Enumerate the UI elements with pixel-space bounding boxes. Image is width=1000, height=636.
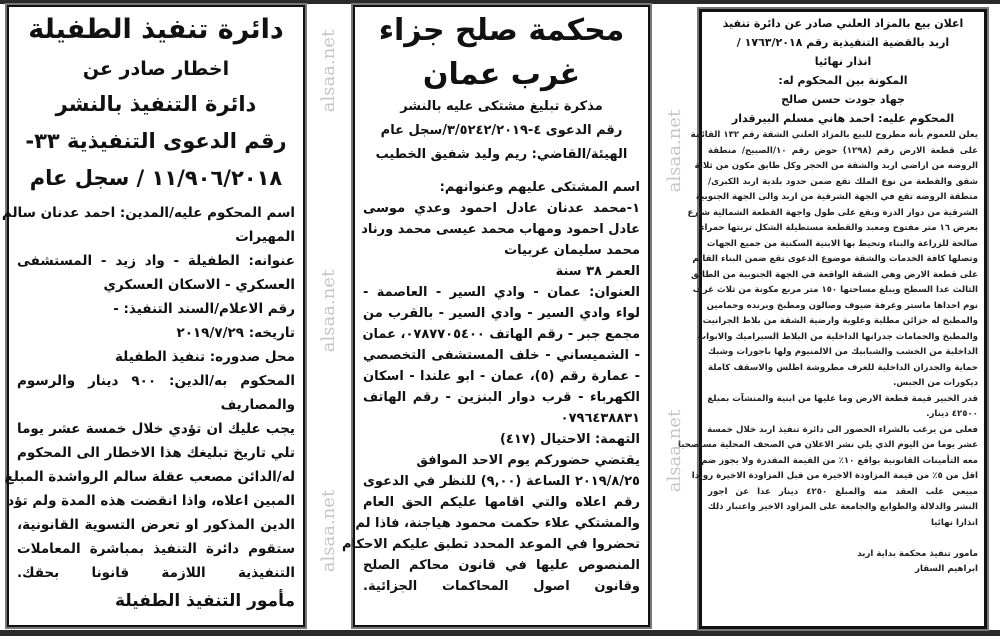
body-line: يعلن للعموم بأنه مطروح للبيع بالمزاد العلني الشقة رقم ١٣٢ القائمة bbox=[690, 130, 978, 140]
judge: الهيئة/القاضي: ريم وليد شفيق الخطيب bbox=[375, 147, 628, 162]
body-line: انذارا نهائيا bbox=[930, 517, 978, 528]
body-line: العنوان: عمان - وادي السير - العاصمة - bbox=[363, 285, 640, 300]
notice-body bbox=[677, 128, 984, 578]
body-line: المحكوم به/الدين: ٩٠٠ دينار والرسوم bbox=[17, 373, 295, 389]
body-line: محمد سليمان عربيات bbox=[504, 243, 640, 258]
body-line: الداخلية من الخشب والشبابيك من الالمنيوم ولها باجورات وشبك bbox=[708, 347, 978, 357]
body-line: شقق والقطعة من نوع الملك تقع ضمن حدود بلدية اربد الكبرى/ bbox=[708, 176, 978, 187]
body-line: قدر الخبير قيمة قطعة الارض وما عليها من ابنية والمنشآت بمبلغ bbox=[707, 393, 978, 404]
body-line: اسم المشتكى عليهم وعنوانهم: bbox=[439, 180, 640, 195]
notice-heading-line: جهاد جودت حسن صالح bbox=[781, 93, 905, 106]
body-line: اسم المحكوم عليه/المدين: احمد عدنان سالم bbox=[1, 205, 295, 221]
body-line: ٢٠١٩/٨/٢٥ الساعة (٩,٠٠) للنظر في الدعوى bbox=[363, 474, 640, 489]
body-line: - الشميساني - خلف المستشفى التخصصي bbox=[363, 348, 640, 363]
notice-body bbox=[342, 177, 648, 597]
body-line: عشر يوما من اليوم الذي يلي نشر الاعلان في الصحف المحلية مستصحبا bbox=[677, 440, 978, 450]
body-line: والمصاريف bbox=[220, 397, 295, 413]
body-line: ديكورات من الجبس. bbox=[893, 378, 978, 388]
bottom-border bbox=[0, 630, 1000, 636]
body-line: رقم اعلاه والتي اقامها عليكم الحق العام bbox=[363, 495, 640, 510]
body-line: تلي تاريخ تبليغك هذا الاخطار الى المحكوم bbox=[17, 445, 295, 461]
body-line: والمطبخ له خزائن مطلية وعلوية وارضية الشقة من بلاط الجرانيت bbox=[702, 316, 978, 326]
notice-tafila-execution bbox=[1, 5, 305, 627]
body-line: منطقة الروضه تقع في الجهة الشرقية من اربد والى الجهة الجنوبية bbox=[695, 192, 978, 202]
body-line: ٠٧٩٦٤٣٨٨٣١ bbox=[560, 411, 640, 426]
body-line: الثالث عدا السطح ويبلغ مساحتها ١٥٠ متر مربع مكونة من ثلاث غرف bbox=[692, 285, 978, 295]
body-line: ١-محمد عدنان عادل احمود وعدي موسى bbox=[363, 201, 640, 216]
body-line: حماية والجدران الداخلية للغرف مطروشة اطلس والاسقف كاملة bbox=[708, 362, 978, 373]
body-line: تحضروا في الموعد المحدد تطبق عليكم الاحكام bbox=[342, 537, 640, 552]
body-line: نوم احداها ماستر وغرفة ضيوف وصالون ومطبخ وبرنده وحمامين bbox=[706, 300, 978, 311]
watermark: alsaa.net bbox=[664, 409, 685, 493]
body-line: على قطعة الارض رقم (١٢٩٨) حوض رقم ١٠/الصبيح/ منطقة bbox=[708, 145, 978, 156]
notice-heading-line: دائرة التنفيذ بالنشر bbox=[55, 92, 257, 116]
body-line: محل صدوره: تنفيذ الطفيلة bbox=[115, 349, 295, 365]
body-line: النشر والدلالة والطوابع والجامعة على المزاود الاخير واعتبار ذلك bbox=[707, 502, 978, 512]
body-line: مبيعي علب العقد منه والمبلغ ٤٢٥٠ دينار عدا عن اجور bbox=[708, 486, 978, 497]
watermark: alsaa.net bbox=[318, 489, 339, 573]
watermark: alsaa.net bbox=[664, 109, 685, 193]
body-line: على قطعة الارض وهي الشقة الواقعة في الجهة الجنوبية من الطابق bbox=[691, 269, 978, 280]
body-line: - عمارة رقم (٥)، عمان - ابو علندا - اسكان bbox=[363, 369, 641, 384]
notice-title: دائرة تنفيذ الطفيلة bbox=[28, 14, 284, 45]
body-line: ٤٢٥٠٠ دينار. bbox=[926, 409, 978, 419]
top-border bbox=[0, 0, 1000, 4]
body-line: ستقوم دائرة التنفيذ بمباشرة المعاملات bbox=[17, 541, 295, 557]
body-line: تاريخه: ٢٠١٩/٧/٢٩ bbox=[176, 325, 295, 341]
body-line: المهيرات bbox=[235, 229, 295, 245]
notice-signature: مأمور التنفيذ الطفيلة bbox=[115, 591, 295, 611]
notice-heading-line: ١١/٩٠٦/٢٠١٨ / سجل عام bbox=[29, 166, 283, 190]
body-line: مجمع جبر - رقم الهاتف ٠٧٨٧٧٠٥٤٠٠، عمان bbox=[362, 327, 640, 342]
body-line: التنفيذية اللازمة قانونا بحقك. bbox=[17, 565, 295, 581]
body-line: الكهرباء - قرب دوار البنزين - رقم الهاتف bbox=[363, 390, 640, 405]
body-line: وتصلها كافة الخدمات والشقة موضوع الدعوى تقع ضمن البناء القائم bbox=[692, 254, 978, 264]
body-line: المبين اعلاه، واذا انقضت هذه المدة ولم تؤد bbox=[7, 493, 295, 509]
body-line: بعرض ١٦ متر مفتوح ومعبد والقطعة مستطيلة الشكل تربتها حمراء bbox=[700, 223, 978, 233]
notice-heading-line: المكونة بين المحكوم له: bbox=[778, 74, 908, 87]
body-line: له/الدائن مصعب عقلة سالم الرواشدة المبلغ bbox=[4, 469, 295, 485]
notice-title-line: غرب عمان bbox=[422, 57, 581, 92]
notice-title-line: محكمة صلح جزاء bbox=[378, 13, 625, 48]
notice-heading-line: رقم الدعوى التنفيذية ٣٣- bbox=[25, 129, 287, 153]
body-line: رقم الاعلام/السند التنفيذ: - bbox=[113, 301, 295, 317]
body-line bbox=[708, 531, 978, 547]
body-line: التهمة: الاحتيال (٤١٧) bbox=[499, 432, 640, 447]
body-line: عادل احمود ومهاب محمد عيسى محمد ورناد bbox=[361, 222, 640, 237]
body-line: مامور تنفيذ محكمة بداية اربد bbox=[857, 548, 978, 559]
notice-heading-line: اعلان بيع بالمزاد العلني صادر عن دائرة تنفيذ bbox=[722, 17, 964, 30]
body-line: الروضه من اراضي اربد والشقة من الحجر وكل طابق مكون من ثلاثة bbox=[694, 161, 978, 171]
body-line: يقتضي حضوركم يوم الاحد الموافق bbox=[416, 453, 640, 468]
case-number: رقم الدعوى ٤-٣/٥٢٤٢/٢٠١٩/سجل عام bbox=[380, 123, 623, 138]
body-line: اقل من ٥٪ من قيمة المزاودة الاخيرة من قبل المزاودة الاخيرة رويدا bbox=[691, 471, 978, 481]
watermark: alsaa.net bbox=[318, 269, 339, 353]
body-line: وقانون اصول المحاكمات الجزائية. bbox=[363, 579, 640, 594]
body-line: لواء وادي السير - وادي السير - بالقرب من bbox=[363, 306, 640, 321]
notice-west-amman-court bbox=[342, 5, 650, 627]
body-line: ابراهيم السقار bbox=[915, 564, 978, 574]
body-line: معه التأمينات القانونية بواقع ١٠٪ من القيمة المقدرة ولا يجوز ضم bbox=[701, 455, 978, 466]
body-line: العسكري - الاسكان العسكري bbox=[103, 277, 295, 293]
notice-heading-line: المحكوم عليه: احمد هاني مسلم البيرقدار bbox=[731, 112, 955, 125]
body-line: عنوانه: الطفيلة - واد زيد - المستشفى bbox=[17, 253, 295, 269]
notice-irbid-auction bbox=[677, 9, 987, 629]
body-line: العمر ٣٨ سنة bbox=[555, 264, 640, 279]
notice-subtitle: اخطار صادر عن bbox=[82, 58, 230, 80]
notice-body bbox=[1, 201, 303, 585]
body-line: والمطبخ والحمامات جدرانها الداخلية من البلاط السيراميك والابواب bbox=[697, 331, 978, 342]
notice-heading-line: اربد بالقضية التنفيذية رقم ١٧٦٣/٢٠١٨ / bbox=[736, 36, 950, 49]
watermark: alsaa.net bbox=[318, 29, 339, 113]
body-line: يجب عليك ان تؤدي خلال خمسة عشر يوما bbox=[17, 421, 295, 437]
body-line: الدين المذكور او تعرض التسوية القانونية، bbox=[17, 517, 295, 533]
body-line: فعلى من يرغب بالشراء الحضور الى دائرة تنفيذ اربد خلال خمسة bbox=[707, 424, 978, 435]
body-line: المنصوص عليها في قانون محاكم الصلح bbox=[363, 558, 640, 573]
body-line: والمشتكي علاء حكمت محمود هياجنة، فاذا لم bbox=[355, 516, 640, 531]
body-line: الشرقية من دوار الدرة ويقع على طول واجهة القطعة الشمالية شارع bbox=[687, 207, 978, 218]
notice-subtitle: مذكرة تبليغ مشتكى عليه بالنشر bbox=[400, 99, 603, 114]
body-line: صالحة للزراعة والبناء وتحيط بها الابنية السكنية من جميع الجهات bbox=[706, 238, 978, 249]
notice-heading-line: انذار نهائيا bbox=[814, 55, 872, 68]
